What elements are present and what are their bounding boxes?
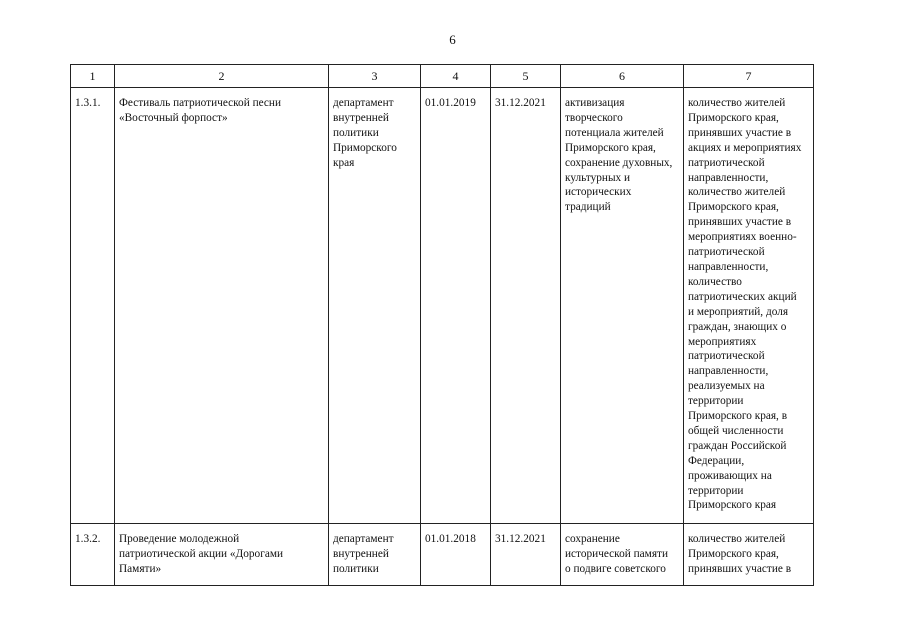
indicator-cell: количество жителей Приморского края, принявших участие в акциях и мероприятиях патриотической направленности, количество жителей Приморского края, принявших участие в мероприятиях военно- патриотической направленности, количество патриотических акций и мероприятий, доля граждан, знающих о мероприятиях патриотической направленности, реализуемых на территории Приморского края, в общей численности граждан Российской Федерации, проживающих на территории Приморского края xyxy=(684,88,814,524)
indicator-cell: количество жителей Приморского края, принявших участие в xyxy=(684,524,814,586)
end-date-cell: 31.12.2021 xyxy=(491,88,561,524)
event-name-cell: Фестиваль патриотической песни «Восточный форпост» xyxy=(115,88,329,524)
column-number-header: 6 xyxy=(561,65,684,88)
table-row xyxy=(71,524,814,586)
column-number-header: 5 xyxy=(491,65,561,88)
expected-result-cell: активизация творческого потенциала жителей Приморского края, сохранение духовных, культурных и исторических традиций xyxy=(561,88,684,524)
column-number-header: 1 xyxy=(71,65,115,88)
event-name-cell: Проведение молодежной патриотической акции «Дорогами Памяти» xyxy=(115,524,329,586)
executor-cell: департамент внутренней политики Приморского края xyxy=(329,88,421,524)
program-table xyxy=(70,64,814,586)
row-number-cell: 1.3.1. xyxy=(71,88,115,524)
table-row xyxy=(71,88,814,524)
page-number: 6 xyxy=(449,32,456,47)
table-header-row xyxy=(71,65,814,88)
column-number-header: 7 xyxy=(684,65,814,88)
column-number-header: 3 xyxy=(329,65,421,88)
start-date-cell: 01.01.2019 xyxy=(421,88,491,524)
expected-result-cell: сохранение исторической памяти о подвиге советского xyxy=(561,524,684,586)
row-number-cell: 1.3.2. xyxy=(71,524,115,586)
executor-cell: департамент внутренней политики xyxy=(329,524,421,586)
end-date-cell: 31.12.2021 xyxy=(491,524,561,586)
column-number-header: 2 xyxy=(115,65,329,88)
start-date-cell: 01.01.2018 xyxy=(421,524,491,586)
column-number-header: 4 xyxy=(421,65,491,88)
